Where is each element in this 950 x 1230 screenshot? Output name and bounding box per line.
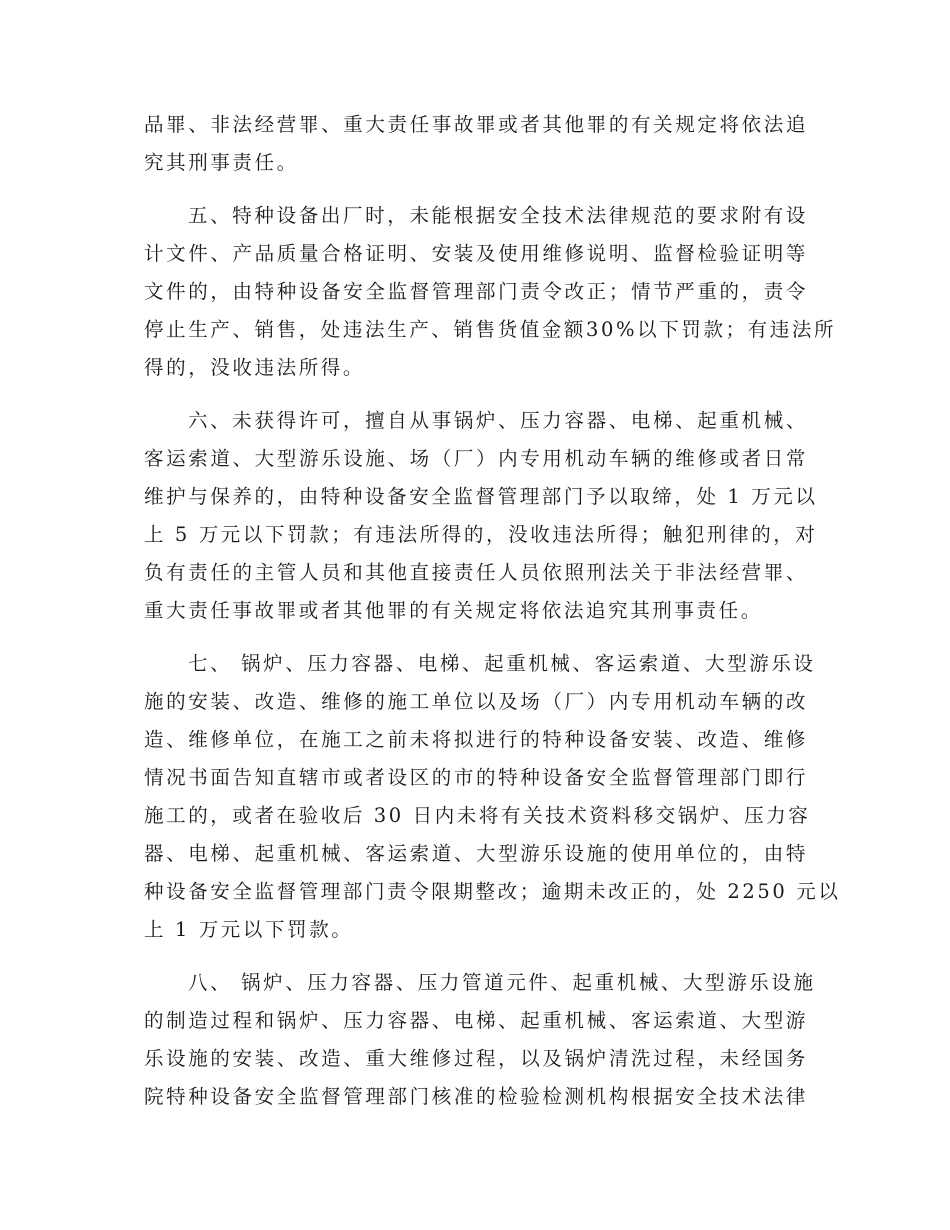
text-line: 七、 锅炉、压力容器、电梯、起重机械、客运索道、大型游乐设 [188, 652, 816, 675]
text-line: 维护与保养的，由特种设备安全监督管理部门予以取缔，处 1 万元以 [144, 485, 818, 508]
text-line: 上 1 万元以下罚款。 [144, 918, 354, 941]
text-line: 六、未获得许可，擅自从事锅炉、压力容器、电梯、起重机械、 [188, 409, 808, 432]
text-line: 的制造过程和锅炉、压力容器、电梯、起重机械、客运索道、大型游 [144, 1009, 808, 1032]
text-line: 上 5 万元以下罚款；有违法所得的，没收违法所得；触犯刑律的，对 [144, 523, 818, 546]
text-line: 院特种设备安全监督管理部门核准的检验检测机构根据安全技术法律 [144, 1085, 808, 1108]
paragraph-item-5 [144, 197, 837, 387]
text-line: 文件的，由特种设备安全监督管理部门责令改正；情节严重的，责令 [144, 280, 808, 303]
paragraph-continuation [144, 106, 808, 182]
text-line: 八、 锅炉、压力容器、压力管道元件、起重机械、大型游乐设施 [188, 971, 816, 994]
text-line: 负有责任的主管人员和其他直接责任人员依照刑法关于非法经营罪、 [144, 561, 808, 584]
text-line: 施的安装、改造、维修的施工单位以及场（厂）内专用机动车辆的改 [144, 690, 808, 713]
text-line: 情况书面告知直辖市或者设区的市的特种设备安全监督管理部门即行 [144, 766, 808, 789]
text-line: 器、电梯、起重机械、客运索道、大型游乐设施的使用单位的，由特 [144, 842, 808, 865]
text-line: 施工的，或者在验收后 30 日内未将有关技术资料移交锅炉、压力容 [144, 804, 811, 827]
text-line: 重大责任事故罪或者其他罪的有关规定将依法追究其刑事责任。 [144, 599, 763, 622]
text-line: 乐设施的安装、改造、重大维修过程，以及锅炉清洗过程，未经国务 [144, 1047, 808, 1070]
text-line: 品罪、非法经营罪、重大责任事故罪或者其他罪的有关规定将依法追 [144, 113, 808, 136]
text-line: 停止生产、销售，处违法生产、销售货值金额30%以下罚款；有违法所 [144, 318, 837, 341]
paragraph-item-6 [144, 402, 818, 630]
paragraph-item-7 [144, 645, 841, 949]
text-line: 造、维修单位，在施工之前未将拟进行的特种设备安装、改造、维修 [144, 728, 808, 751]
text-line: 五、特种设备出厂时，未能根据安全技术法律规范的要求附有设 [188, 204, 808, 227]
text-line: 客运索道、大型游乐设施、场（厂）内专用机动车辆的维修或者日常 [144, 447, 808, 470]
text-line: 种设备安全监督管理部门责令限期整改；逾期未改正的，处 2250 元以 [144, 880, 841, 903]
text-line: 得的，没收违法所得。 [144, 356, 366, 379]
document-page [144, 106, 841, 1131]
paragraph-item-8 [144, 964, 816, 1116]
text-line: 究其刑事责任。 [144, 151, 299, 174]
text-line: 计文件、产品质量合格证明、安装及使用维修说明、监督检验证明等 [144, 242, 808, 265]
